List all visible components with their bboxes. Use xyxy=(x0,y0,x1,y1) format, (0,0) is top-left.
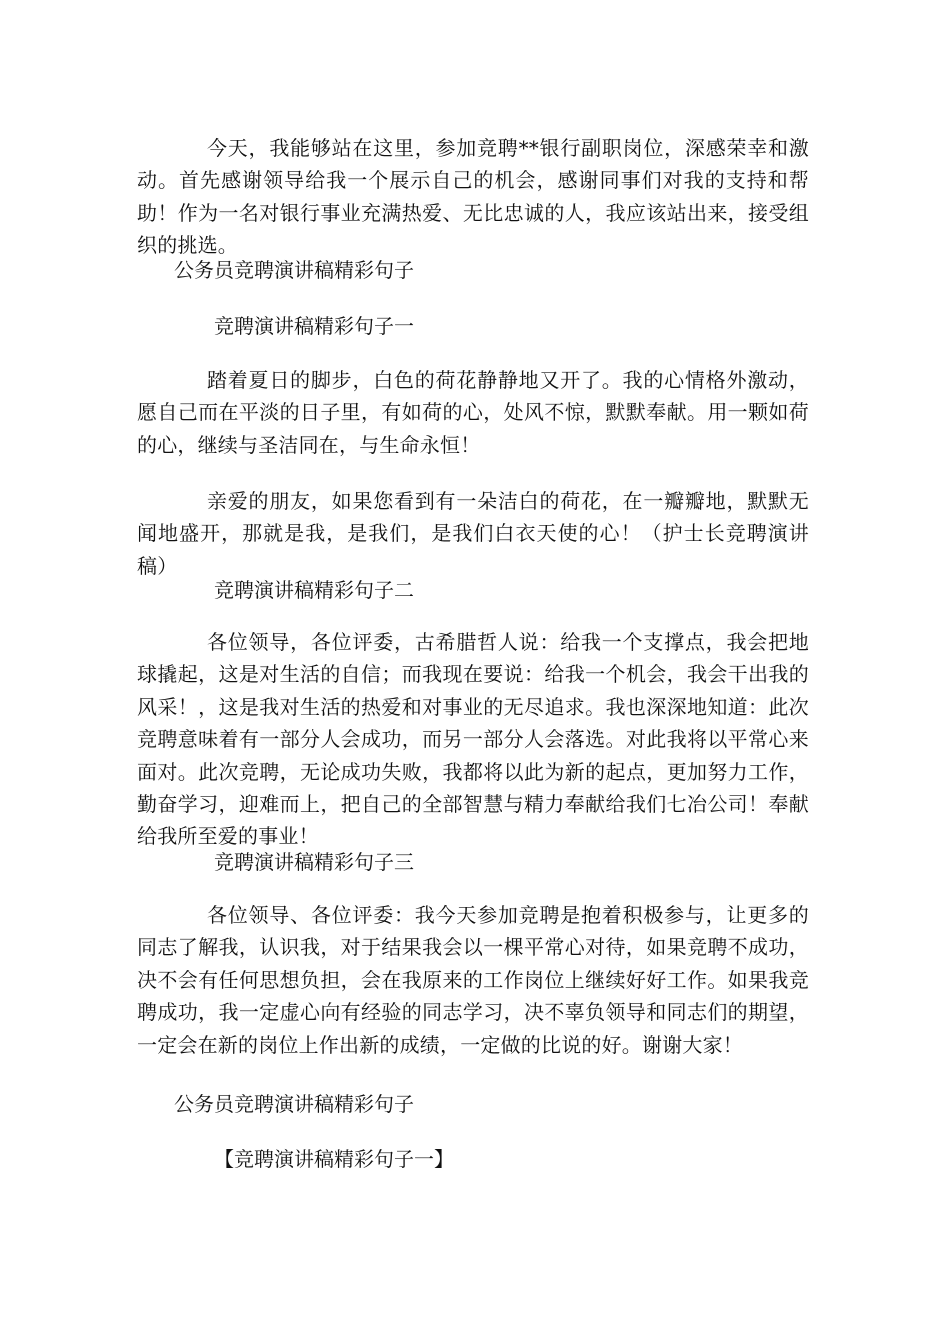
section-heading-1: 公务员竞聘演讲稿精彩句子 xyxy=(174,258,414,282)
subheading-3: 竞聘演讲稿精彩句子三 xyxy=(214,850,414,874)
lotus-paragraph: 踏着夏日的脚步，白色的荷花静静地又开了。我的心情格外激动，愿自己而在平淡的日子里，有如荷的心，处风不惊，默默奉献。用一颗如荷的心，继续与圣洁同在，与生命永恒！ xyxy=(137,368,809,457)
intro-paragraph: 今天，我能够站在这里，参加竞聘**银行副职岗位，深感荣幸和激动。首先感谢领导给我一个展示自己的机会，感谢同事们对我的支持和帮助！作为一名对银行事业充满热爱、无比忠诚的人，我应该站出来，接受组织的挑选。 xyxy=(137,136,809,258)
section-heading-2: 公务员竞聘演讲稿精彩句子 xyxy=(174,1092,414,1116)
subheading-2: 竞聘演讲稿精彩句子二 xyxy=(214,578,414,602)
subheading-4: 【竞聘演讲稿精彩句子一】 xyxy=(214,1147,454,1171)
fulcrum-paragraph: 各位领导，各位评委，古希腊哲人说：给我一个支撑点，我会把地球撬起，这是对生活的自信；而我现在要说：给我一个机会，我会干出我的风采！，这是我对生活的热爱和对事业的无尽追求。我也深深地知道：此次竞聘意味着有一部分人会成功，而另一部分人会落选。对此我将以平常心来面对。此次竞聘，无论成功失败，我都将以此为新的起点，更加努力工作，勤奋学习，迎难而上，把自己的全部智慧与精力奉献给我们七冶公司！奉献给我所至爱的事业！ xyxy=(137,630,809,849)
friends-paragraph: 亲爱的朋友，如果您看到有一朵洁白的荷花，在一瓣瓣地，默默无闻地盛开，那就是我，是我们，是我们白衣天使的心！（护士长竞聘演讲稿） xyxy=(137,489,809,578)
positive-paragraph: 各位领导、各位评委：我今天参加竞聘是抱着积极参与，让更多的同志了解我，认识我，对于结果我会以一棵平常心对待，如果竞聘不成功，决不会有任何思想负担，会在我原来的工作岗位上继续好好工作。如果我竞聘成功，我一定虚心向有经验的同志学习，决不辜负领导和同志们的期望，一定会在新的岗位上作出新的成绩，一定做的比说的好。谢谢大家！ xyxy=(137,903,809,1057)
subheading-1: 竞聘演讲稿精彩句子一 xyxy=(214,314,414,338)
